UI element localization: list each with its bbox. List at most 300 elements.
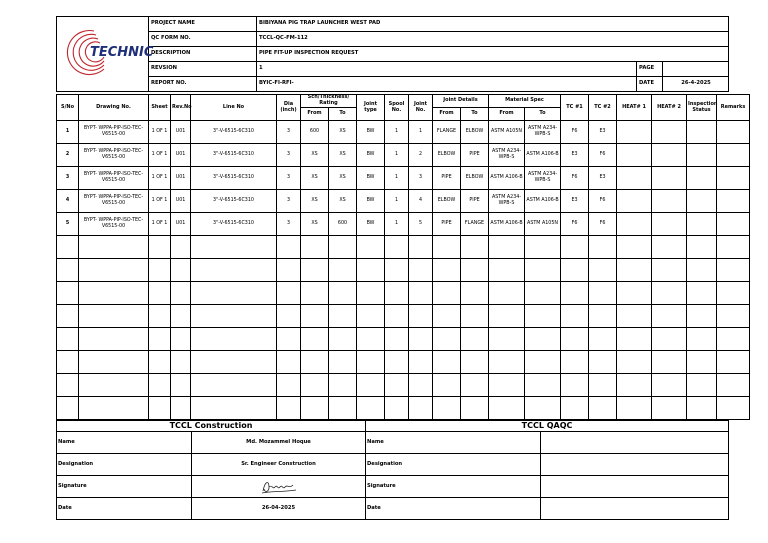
col-tc2: TC #2 <box>589 95 617 121</box>
empty-cell <box>357 397 385 420</box>
empty-cell <box>191 397 277 420</box>
empty-cell <box>433 236 461 259</box>
cell-jd-from: PIPE <box>433 213 461 236</box>
table-row <box>57 144 750 167</box>
empty-cell <box>357 374 385 397</box>
empty-cell <box>652 305 687 328</box>
empty-cell <box>277 328 301 351</box>
designation-label: Designation <box>57 454 192 476</box>
cell-heat2 <box>652 167 687 190</box>
col-ms-to: To <box>525 108 561 121</box>
empty-cell <box>149 305 171 328</box>
cell-sch-from: XS <box>301 213 329 236</box>
cell-sheet: 1 OF 1 <box>149 190 171 213</box>
qaqc-signature-label: Signature <box>366 476 541 498</box>
empty-cell <box>277 374 301 397</box>
name-label: Name <box>57 432 192 454</box>
cell-sch-to: XS <box>329 190 357 213</box>
cell-line: 3"-V-6515-6C310 <box>191 121 277 144</box>
empty-cell <box>409 305 433 328</box>
empty-cell <box>171 374 191 397</box>
cell-ms-from: ASTM A106-B <box>489 213 525 236</box>
cell-joint: 4 <box>409 190 433 213</box>
cell-ms-from: ASTM A234-WPB-S <box>489 190 525 213</box>
empty-cell <box>589 351 617 374</box>
empty-cell <box>652 236 687 259</box>
cell-joint: 1 <box>409 121 433 144</box>
table-row <box>57 121 750 144</box>
empty-cell <box>617 328 652 351</box>
cell-sheet: 1 OF 1 <box>149 167 171 190</box>
empty-cell <box>687 397 717 420</box>
empty-cell <box>171 351 191 374</box>
empty-cell <box>561 397 589 420</box>
empty-cell <box>433 374 461 397</box>
empty-cell <box>191 236 277 259</box>
qaqc-signature-value <box>541 476 729 498</box>
col-heat1: HEAT# 1 <box>617 95 652 121</box>
cell-remarks <box>717 167 750 190</box>
empty-cell <box>277 259 301 282</box>
value-description: PIPE FIT-UP INSPECTION REQUEST <box>257 47 729 62</box>
empty-cell <box>687 374 717 397</box>
empty-cell <box>79 374 149 397</box>
cell-tc1: F6 <box>561 213 589 236</box>
table-row <box>57 213 750 236</box>
empty-cell <box>687 305 717 328</box>
empty-cell <box>461 374 489 397</box>
empty-cell <box>617 236 652 259</box>
cell-drawing: BYPT- WPPA-PIP-ISO-TEC-V6515-00 <box>79 213 149 236</box>
col-sheet: Sheet <box>149 95 171 121</box>
empty-cell <box>717 236 750 259</box>
empty-cell <box>277 397 301 420</box>
qaqc-date-value <box>541 498 729 520</box>
empty-cell <box>301 351 329 374</box>
empty-cell <box>171 305 191 328</box>
cell-drawing: BYPT- WPPA-PIP-ISO-TEC-V6515-00 <box>79 190 149 213</box>
cell-jd-to: ELBOW <box>461 121 489 144</box>
cell-spool: 1 <box>385 213 409 236</box>
cell-sch-from: XS <box>301 167 329 190</box>
cell-spool: 1 <box>385 167 409 190</box>
empty-cell <box>652 397 687 420</box>
cell-joint: 3 <box>409 167 433 190</box>
empty-cell <box>385 374 409 397</box>
empty-cell <box>525 305 561 328</box>
cell-status <box>687 144 717 167</box>
cell-ms-from: ASTM A105N <box>489 121 525 144</box>
label-date: DATE <box>637 77 663 92</box>
empty-cell <box>357 305 385 328</box>
empty-cell <box>461 328 489 351</box>
empty-cell <box>191 305 277 328</box>
empty-cell <box>357 328 385 351</box>
technic-logo-icon <box>60 23 153 83</box>
cell-tc1: F6 <box>561 167 589 190</box>
cell-sheet: 1 OF 1 <box>149 144 171 167</box>
empty-cell <box>525 374 561 397</box>
cell-sch-to: XS <box>329 167 357 190</box>
label-revision: REVSION <box>149 62 257 77</box>
empty-cell <box>589 397 617 420</box>
empty-cell <box>301 236 329 259</box>
empty-cell <box>277 236 301 259</box>
col-material-spec: Material Spec <box>489 95 561 108</box>
col-joint-details: Joint Details <box>433 95 489 108</box>
empty-cell <box>589 374 617 397</box>
cell-sch-from: XS <box>301 144 329 167</box>
empty-cell <box>79 259 149 282</box>
date-label: Date <box>57 498 192 520</box>
empty-cell <box>79 236 149 259</box>
construction-title: TCCL Construction <box>57 421 366 432</box>
empty-row <box>57 351 750 374</box>
cell-ms-from: ASTM A234-WPB-S <box>489 144 525 167</box>
qaqc-name-label: Name <box>366 432 541 454</box>
empty-cell <box>277 351 301 374</box>
empty-row <box>57 259 750 282</box>
cell-rev: U01 <box>171 213 191 236</box>
empty-cell <box>687 351 717 374</box>
empty-cell <box>57 397 79 420</box>
cell-rev: U01 <box>171 144 191 167</box>
empty-cell <box>617 259 652 282</box>
empty-cell <box>717 259 750 282</box>
empty-cell <box>561 374 589 397</box>
empty-cell <box>687 236 717 259</box>
cell-joint-type: BW <box>357 121 385 144</box>
empty-cell <box>409 282 433 305</box>
empty-cell <box>171 236 191 259</box>
empty-cell <box>57 374 79 397</box>
cell-joint: 2 <box>409 144 433 167</box>
cell-drawing: BYPT- WPPA-PIP-ISO-TEC-V6515-00 <box>79 167 149 190</box>
cell-sch-to: 600 <box>329 213 357 236</box>
empty-cell <box>525 328 561 351</box>
col-joint-type: Joint type <box>357 95 385 121</box>
label-qc-form-no: QC FORM NO. <box>149 32 257 47</box>
col-inspection-status: Inspection Status <box>687 95 717 121</box>
cell-ms-to: ASTM A234-WPB-S <box>525 167 561 190</box>
empty-cell <box>301 305 329 328</box>
empty-cell <box>385 328 409 351</box>
cell-line: 3"-V-6515-6C310 <box>191 190 277 213</box>
empty-cell <box>171 282 191 305</box>
qaqc-name-value <box>541 432 729 454</box>
empty-cell <box>717 305 750 328</box>
empty-row <box>57 374 750 397</box>
cell-heat1 <box>617 144 652 167</box>
empty-cell <box>57 282 79 305</box>
cell-heat1 <box>617 121 652 144</box>
empty-cell <box>433 259 461 282</box>
qaqc-designation-value <box>541 454 729 476</box>
empty-cell <box>149 259 171 282</box>
col-remarks: Remarks <box>717 95 750 121</box>
empty-cell <box>617 282 652 305</box>
cell-sno: 3 <box>57 167 79 190</box>
empty-cell <box>57 259 79 282</box>
cell-ms-to: ASTM A106-B <box>525 190 561 213</box>
value-date: 26-4-2025 <box>663 77 729 92</box>
construction-designation: Sr. Engineer Construction <box>192 454 366 476</box>
empty-row <box>57 328 750 351</box>
empty-cell <box>409 351 433 374</box>
col-jd-to: To <box>461 108 489 121</box>
empty-cell <box>79 305 149 328</box>
empty-row <box>57 305 750 328</box>
empty-cell <box>191 282 277 305</box>
cell-joint: 5 <box>409 213 433 236</box>
cell-remarks <box>717 121 750 144</box>
cell-line: 3"-V-6515-6C310 <box>191 144 277 167</box>
cell-tc2: F6 <box>589 144 617 167</box>
inspection-form <box>56 16 746 520</box>
empty-cell <box>301 282 329 305</box>
empty-cell <box>617 305 652 328</box>
cell-jd-from: FLANGE <box>433 121 461 144</box>
empty-cell <box>589 305 617 328</box>
empty-cell <box>385 282 409 305</box>
col-spool-no: Spool No. <box>385 95 409 121</box>
cell-sheet: 1 OF 1 <box>149 213 171 236</box>
empty-cell <box>617 397 652 420</box>
construction-name: Md. Mozammel Hoque <box>192 432 366 454</box>
signoff-table <box>56 420 729 520</box>
empty-cell <box>589 236 617 259</box>
empty-cell <box>191 328 277 351</box>
empty-cell <box>329 397 357 420</box>
empty-cell <box>461 236 489 259</box>
empty-cell <box>149 282 171 305</box>
label-description: DESCRIPTION <box>149 47 257 62</box>
cell-tc2: E3 <box>589 167 617 190</box>
col-drawing-no: Drawing No. <box>79 95 149 121</box>
empty-cell <box>717 397 750 420</box>
empty-cell <box>561 282 589 305</box>
inspection-table <box>56 94 750 420</box>
value-qc-form-no: TCCL-QC-FM-112 <box>257 32 729 47</box>
empty-cell <box>687 282 717 305</box>
empty-cell <box>57 328 79 351</box>
empty-cell <box>57 236 79 259</box>
col-rev-no: Rev.No <box>171 95 191 121</box>
col-joint-no: Joint No. <box>409 95 433 121</box>
cell-jd-from: PIPE <box>433 167 461 190</box>
empty-cell <box>717 282 750 305</box>
empty-cell <box>191 351 277 374</box>
empty-cell <box>329 374 357 397</box>
empty-cell <box>357 259 385 282</box>
empty-cell <box>329 305 357 328</box>
cell-dia: 3 <box>277 121 301 144</box>
empty-cell <box>489 259 525 282</box>
qaqc-designation-label: Designation <box>366 454 541 476</box>
cell-sno: 4 <box>57 190 79 213</box>
col-sch-group: Sch/Thickness/ Rating <box>301 95 357 108</box>
col-line-no: Line No <box>191 95 277 121</box>
cell-dia: 3 <box>277 167 301 190</box>
empty-cell <box>357 351 385 374</box>
cell-spool: 1 <box>385 190 409 213</box>
cell-jd-from: ELBOW <box>433 144 461 167</box>
value-page <box>663 62 729 77</box>
empty-cell <box>525 282 561 305</box>
cell-heat1 <box>617 190 652 213</box>
empty-cell <box>525 397 561 420</box>
empty-cell <box>171 328 191 351</box>
empty-row <box>57 236 750 259</box>
empty-cell <box>433 282 461 305</box>
empty-cell <box>652 374 687 397</box>
empty-cell <box>149 397 171 420</box>
cell-sno: 5 <box>57 213 79 236</box>
empty-cell <box>329 351 357 374</box>
cell-joint-type: BW <box>357 167 385 190</box>
empty-cell <box>461 351 489 374</box>
empty-cell <box>57 305 79 328</box>
empty-cell <box>191 259 277 282</box>
empty-cell <box>489 328 525 351</box>
empty-cell <box>561 328 589 351</box>
empty-cell <box>357 236 385 259</box>
cell-tc2: F6 <box>589 213 617 236</box>
empty-cell <box>301 397 329 420</box>
empty-cell <box>652 259 687 282</box>
empty-cell <box>149 374 171 397</box>
cell-sno: 1 <box>57 121 79 144</box>
empty-cell <box>409 374 433 397</box>
empty-cell <box>357 282 385 305</box>
table-row <box>57 190 750 213</box>
cell-sno: 2 <box>57 144 79 167</box>
cell-tc2: F6 <box>589 190 617 213</box>
empty-cell <box>149 236 171 259</box>
cell-tc2: E3 <box>589 121 617 144</box>
empty-cell <box>79 282 149 305</box>
cell-status <box>687 121 717 144</box>
empty-cell <box>329 282 357 305</box>
svg-text:TECHNIC: TECHNIC <box>89 44 153 60</box>
empty-cell <box>385 351 409 374</box>
cell-jd-to: PIPE <box>461 144 489 167</box>
col-sch-from: From <box>301 108 329 121</box>
empty-cell <box>57 351 79 374</box>
empty-cell <box>149 328 171 351</box>
cell-tc1: E3 <box>561 144 589 167</box>
empty-cell <box>561 259 589 282</box>
cell-status <box>687 167 717 190</box>
col-sch-to: To <box>329 108 357 121</box>
empty-cell <box>461 259 489 282</box>
empty-row <box>57 282 750 305</box>
cell-drawing: BYPT- WPPA-PIP-ISO-TEC-V6515-00 <box>79 121 149 144</box>
empty-cell <box>589 282 617 305</box>
cell-joint-type: BW <box>357 190 385 213</box>
label-report-no: REPORT NO. <box>149 77 257 92</box>
empty-cell <box>385 236 409 259</box>
cell-heat1 <box>617 213 652 236</box>
cell-spool: 1 <box>385 121 409 144</box>
cell-rev: U01 <box>171 190 191 213</box>
empty-cell <box>385 397 409 420</box>
empty-cell <box>329 259 357 282</box>
cell-heat2 <box>652 213 687 236</box>
empty-cell <box>149 351 171 374</box>
empty-cell <box>617 374 652 397</box>
cell-remarks <box>717 213 750 236</box>
empty-cell <box>717 328 750 351</box>
empty-cell <box>433 397 461 420</box>
cell-heat2 <box>652 144 687 167</box>
empty-cell <box>409 328 433 351</box>
empty-cell <box>717 374 750 397</box>
form-header <box>56 16 729 92</box>
empty-cell <box>652 328 687 351</box>
empty-cell <box>525 236 561 259</box>
empty-cell <box>301 328 329 351</box>
company-logo <box>57 17 153 92</box>
cell-line: 3"-V-6515-6C310 <box>191 213 277 236</box>
empty-cell <box>652 282 687 305</box>
handwritten-signature <box>259 478 299 496</box>
empty-cell <box>409 397 433 420</box>
empty-cell <box>589 328 617 351</box>
empty-cell <box>191 374 277 397</box>
empty-cell <box>652 351 687 374</box>
cell-rev: U01 <box>171 167 191 190</box>
qaqc-date-label: Date <box>366 498 541 520</box>
col-sno: S/No <box>57 95 79 121</box>
cell-tc1: E3 <box>561 190 589 213</box>
col-heat2: HEAT# 2 <box>652 95 687 121</box>
empty-cell <box>329 328 357 351</box>
col-dia: Dia (inch) <box>277 95 301 121</box>
cell-status <box>687 190 717 213</box>
col-ms-from: From <box>489 108 525 121</box>
cell-spool: 1 <box>385 144 409 167</box>
empty-cell <box>525 351 561 374</box>
empty-cell <box>717 351 750 374</box>
value-report-no: BYIC-FI-RFI- <box>257 77 637 92</box>
col-tc1: TC #1 <box>561 95 589 121</box>
empty-cell <box>489 374 525 397</box>
cell-joint-type: BW <box>357 144 385 167</box>
empty-cell <box>79 397 149 420</box>
cell-jd-to: ELBOW <box>461 167 489 190</box>
empty-cell <box>489 305 525 328</box>
empty-cell <box>561 305 589 328</box>
cell-line: 3"-V-6515-6C310 <box>191 167 277 190</box>
empty-cell <box>171 397 191 420</box>
empty-cell <box>433 328 461 351</box>
empty-cell <box>489 282 525 305</box>
construction-signature <box>192 476 366 498</box>
cell-ms-from: ASTM A106-B <box>489 167 525 190</box>
empty-cell <box>301 374 329 397</box>
empty-cell <box>385 305 409 328</box>
cell-sch-from: XS <box>301 190 329 213</box>
cell-rev: U01 <box>171 121 191 144</box>
value-revision: 1 <box>257 62 637 77</box>
cell-heat2 <box>652 190 687 213</box>
empty-cell <box>277 305 301 328</box>
cell-jd-from: ELBOW <box>433 190 461 213</box>
cell-heat1 <box>617 167 652 190</box>
cell-sch-to: XS <box>329 144 357 167</box>
label-page: PAGE <box>637 62 663 77</box>
